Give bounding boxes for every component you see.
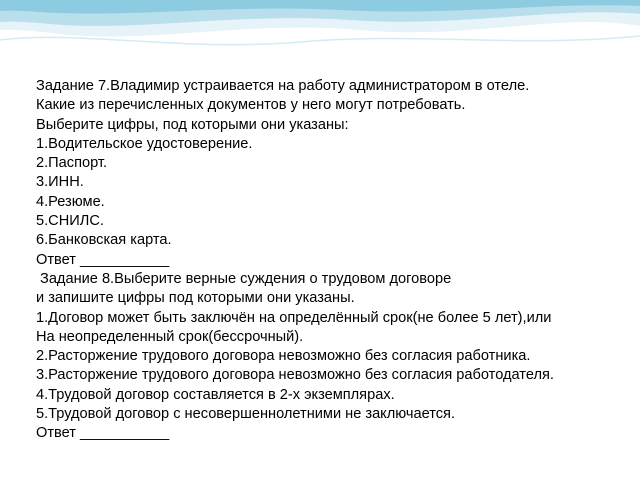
decorative-wave xyxy=(0,0,640,70)
wave-line xyxy=(0,36,640,45)
task8-option-3: 3.Расторжение трудового договора невозможно без согласия работодателя. xyxy=(36,367,554,384)
task8-option-1-continued: На неопределенный срок(бессрочный). xyxy=(36,328,304,345)
task8-option-4: 4.Трудовой договор составляется в 2-х экземплярах. xyxy=(36,386,395,403)
task7-instruction: Выберите цифры, под которыми они указаны: xyxy=(36,116,349,133)
task7-title: Задание 7.Владимир устраивается на работу администратором в отеле. xyxy=(36,78,530,94)
document-body xyxy=(36,77,636,444)
task7-option-4: 4.Резюме. xyxy=(36,193,105,210)
task7-option-6: 6.Банковская карта. xyxy=(36,232,172,249)
task7-option-2: 2.Паспорт. xyxy=(36,155,108,172)
task8-instruction: и запишите цифры под которыми они указаны. xyxy=(36,290,355,307)
task7-question: Какие из перечисленных документов у него могут потребовать. xyxy=(36,97,466,114)
task7-answer: Ответ ___________ xyxy=(36,251,170,268)
task7-option-1: 1.Водительское удостоверение. xyxy=(36,135,253,152)
task7-option-3: 3.ИНН. xyxy=(36,174,84,191)
task8-option-5: 5.Трудовой договор с несовершеннолетними не заключается. xyxy=(36,406,455,423)
task8-option-2: 2.Расторжение трудового договора невозможно без согласия работника. xyxy=(36,348,531,365)
task7-option-5: 5.СНИЛС. xyxy=(36,213,104,230)
task8-option-1: 1.Договор может быть заключён на определённый срок(не более 5 лет),или xyxy=(36,309,552,326)
task8-answer: Ответ ___________ xyxy=(36,425,170,442)
task8-title: Задание 8.Выберите верные суждения о трудовом договоре xyxy=(40,270,452,287)
